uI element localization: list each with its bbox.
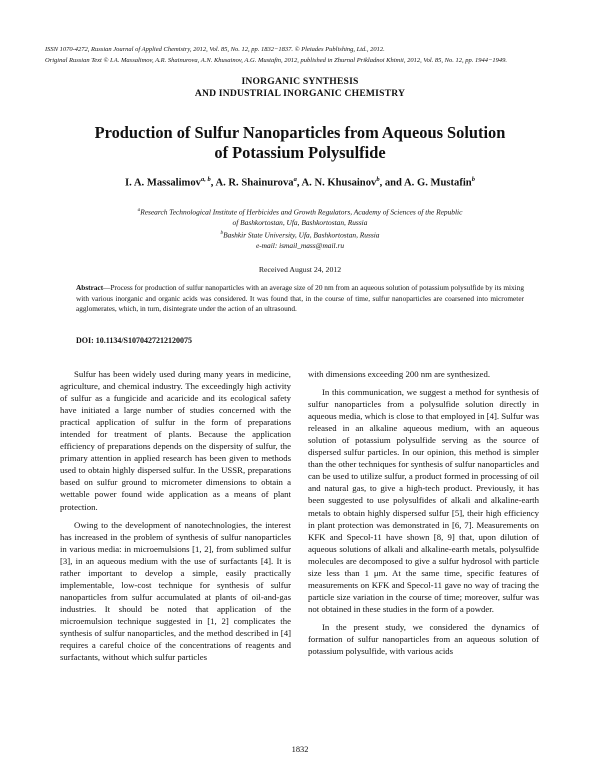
body-paragraph: In this communication, we suggest a method for synthesis of sulfur nanoparticles from a polysulfide solution directly in aqueous media, which is close to that employed in [4]. Sulfur was released in an alkaline aqueous medium, with an aqueous solution of potassium polysulfide serving as the source of dispersed sulfur particles. In our opinion, this method is simpler than the other techniques for synthesis of sulfur nanoparticles and can be used to utilize sulfur, a product formed in processing of oil and natural gas, to give a high-tech product. Previously, it has been suggested to use polysulfides of alkali and alkaline-earth metals to obtain highly dispersed sulfur [5], their high efficiency in plant protection was demonstrated in [6, 7]. Measurements on KFK and Specol-11 have shown [8, 9] that, upon dilution of aqueous solutions of alkali and alkaline-earth metals, polysulfide molecules are decomposed to give a sulfur hydrosol with particle size less than 1 μm. At the same time, specific features of measurements on KFK and Specol-11 gave no way of tracing the particle size variation in the course of time; moreover, sulfur was not obtained in these studies in the form of a powder. (308, 387, 539, 614)
paper-title-line2: of Potassium Polysulfide (214, 142, 386, 162)
abstract (76, 283, 524, 315)
affiliation-mark: b (220, 230, 224, 237)
section-heading (0, 76, 600, 99)
section-heading-line1: INORGANIC SYNTHESIS (241, 76, 359, 87)
affiliation-mark: a (137, 207, 141, 213)
body-paragraph: In the present study, we considered the dynamics of formation of sulfur nanoparticles from an aqueous solution of potassium polysulfide, with various acids (308, 621, 539, 657)
abstract-text: —Process for production of sulfur nanoparticles with an average size of 20 nm from an aqueous solution of potassium polysulfide by its mixing with various inorganic and organic acids was considered. It was found that, in the course of time, sulfur nanoparticles are coarsened into micrometer agglomerates, which, in turn, disintegrate under the action of an ultrasound. (76, 283, 524, 313)
author-affiliation-mark: b (471, 176, 475, 183)
section-heading-line2: AND INDUSTRIAL INORGANIC CHEMISTRY (194, 87, 406, 99)
body-paragraph: Owing to the development of nanotechnologies, the interest has increased in the problem of synthesis of sulfur nanoparticles in various media: in microemulsions [1, 2], from sublimed sulfur [3], in an aqueous medium with the use of surfactants [4]. It is rather important to develop a simple, easily practically implementable, low-cost technique for synthesis of sulfur nanoparticles from sulfur accumulated at plants of oil-and-gas industries. It should be noted that application of the microemulsion technique suggested in [1, 2] complicates the synthesis of sulfur nanoparticles, and the method described in [4] requires a careful choice of the concentrations of reagents and surfactants, without which sulfur particles (60, 519, 291, 663)
right-column (308, 368, 539, 663)
body-paragraph-continued: with dimensions exceeding 200 nm are synthesized. (308, 369, 491, 379)
author-name: A. R. Shainurova (215, 177, 294, 189)
affiliation-a-line1: Research Technological Institute of Herbicides and Growth Regulators, Academy of Sciences of the Republic (140, 207, 463, 217)
received-date: Received August 24, 2012 (258, 265, 342, 274)
author-separator: , and (379, 177, 405, 189)
affiliation-b (70, 228, 530, 241)
doi: DOI: 10.1134/S1070427212120075 (76, 336, 193, 345)
contact-email: e-mail: ismail_mass@mail.ru (255, 240, 345, 250)
left-column (60, 368, 291, 669)
author-affiliation-mark: b (376, 176, 380, 183)
author-separator: , (210, 177, 216, 189)
affiliation-a-line2: of Bashkortostan, Ufa, Bashkortostan, Russia (232, 217, 368, 227)
body-paragraph: Sulfur has been widely used during many years in medicine, agriculture, and chemical industry. The exceedingly high activity of sulfur as a fungicide and acaricide and its ecological safety have initiated a large number of studies concerned with the practical application of sulfur in the form of preparations intended for treatment of plants. Because the application efficiency of preparations depends on the dispersity of sulfur, the primary attention in applied research has been given to methods used to obtain highly dispersed sulfur. In the USSR, preparations based on sulfur ground to micrometer dimensions to obtain a wettable power found wide application as a means of plant protection. (60, 369, 291, 512)
journal-header-line: ISSN 1070-4272, Russian Journal of Applied Chemistry, 2012, Vol. 85, No. 12, pp. 1832−1837. © Pleiades Publishing, Ltd., 2012. (45, 46, 385, 53)
author-affiliation-mark: a, b (200, 176, 211, 183)
author-affiliation-mark: a (293, 176, 297, 183)
affiliations (70, 205, 530, 251)
paper-title (60, 123, 540, 162)
paper-title-line1: Production of Sulfur Nanoparticles from Aqueous Solution (94, 123, 506, 142)
affiliation-b-line: Bashkir State University, Ufa, Bashkortostan, Russia (223, 230, 380, 240)
author-name: A. N. Khusainov (301, 177, 377, 189)
affiliation-a (70, 205, 530, 218)
original-text-header-line: Original Russian Text © I.A. Massalimov, A.R. Shainurova, A.N. Khusainov, A.G. Mustafin, 2012, published in Zhurnal Prikladnoi Khimii, 2012, Vol. 85, No. 12, pp. 1944−1949. (45, 57, 507, 64)
abstract-label: Abstract (76, 283, 104, 292)
author-list (40, 176, 560, 189)
author-name: A. G. Mustafin (404, 177, 472, 189)
author-separator: , (296, 177, 302, 189)
author-name: I. A. Massalimov (125, 177, 201, 189)
page-number: 1832 (291, 745, 309, 754)
